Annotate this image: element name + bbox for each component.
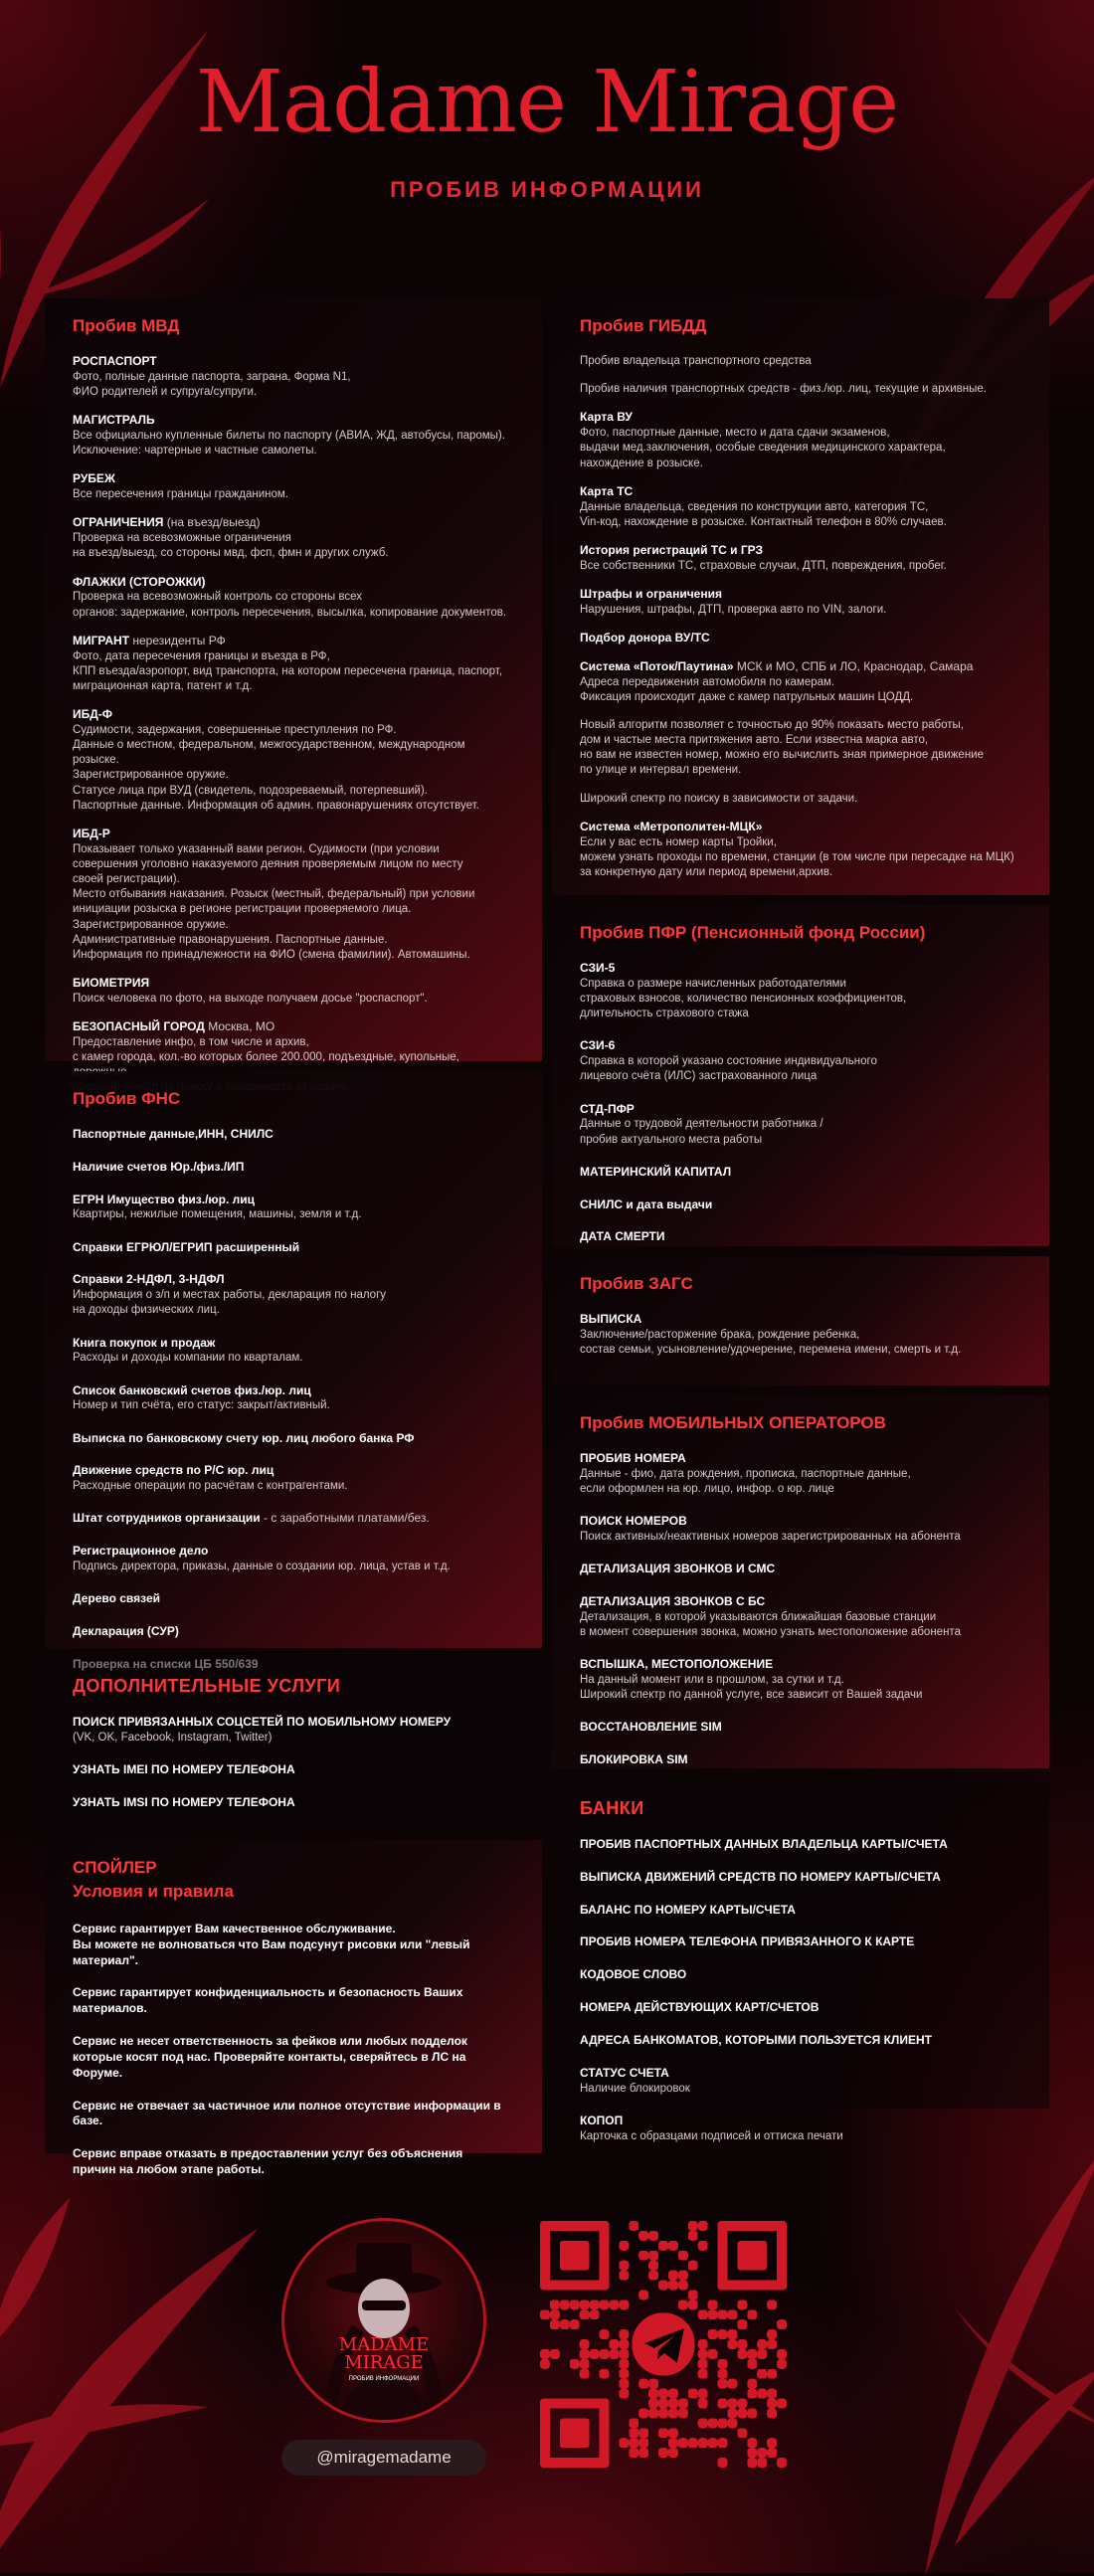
item-description: Предоставление инфо, в том числе и архив, с камер города, кол.-во которых более 200.000, подъездные, купольные,	[73, 1035, 459, 1064]
item-heading	[580, 1562, 1021, 1577]
item-description: Расходы и доходы компании по кварталам.	[73, 1352, 303, 1365]
mobile-list	[580, 1451, 1021, 1768]
list-item	[580, 354, 1021, 369]
item-description: Проверка на всевозможный контроль со стороны всех органов: задержание, контроль пересечения, высылка, копирование документов.	[73, 591, 507, 619]
item-description: Карточка с образцами подписей и оттиска печати	[580, 2129, 843, 2142]
item-heading	[73, 827, 514, 842]
item-heading-text: СТД-ПФР	[580, 1101, 635, 1116]
item-heading	[580, 2033, 1021, 2049]
item-heading-text: УЗНАТЬ IMSI ПО НОМЕРУ ТЕЛЕФОНА	[73, 1794, 295, 1809]
item-heading-text: КОПОП	[580, 2113, 624, 2127]
list-item	[580, 1229, 1021, 1245]
list-item	[580, 961, 1021, 1021]
list-item	[580, 659, 1021, 705]
item-heading-text: СНИЛС и дата выдачи	[580, 1196, 713, 1211]
list-item	[73, 1272, 514, 1318]
list-item	[580, 718, 1021, 779]
item-heading-text: Система «Поток/Паутина»	[580, 658, 734, 673]
list-item	[580, 1451, 1021, 1497]
item-heading	[73, 2146, 514, 2178]
header	[0, 53, 1094, 203]
item-heading	[580, 1837, 1021, 1853]
zags-list	[580, 1312, 1021, 1358]
brand-title: Madame Mirage	[195, 53, 899, 152]
list-item	[580, 1197, 1021, 1213]
banks-list	[580, 1837, 1021, 2144]
extra-list	[73, 1715, 514, 1811]
telegram-icon	[632, 2312, 694, 2375]
item-heading	[73, 1019, 514, 1035]
item-description: (VK, OK, Facebook, Instagram, Twitter)	[73, 1731, 273, 1744]
item-heading-text: Выписка по банковскому счету юр. лиц любого банка РФ	[73, 1430, 415, 1445]
list-item	[73, 827, 514, 963]
panel-extra-services	[45, 1658, 542, 1827]
item-heading-text: Система «Метрополитен-МЦК»	[580, 819, 763, 833]
list-item	[580, 1967, 1021, 1983]
item-heading	[73, 976, 514, 992]
item-heading-text: ПОИСК НОМЕРОВ	[580, 1514, 687, 1529]
fns-list	[73, 1127, 514, 1673]
item-heading	[580, 484, 1021, 500]
item-heading	[73, 1985, 514, 2017]
panel-title: Пробив ПФР (Пенсионный фонд России)	[580, 923, 926, 942]
item-heading	[73, 1591, 514, 1607]
list-item	[73, 1463, 514, 1494]
item-heading	[580, 820, 1021, 835]
list-item	[73, 707, 514, 814]
item-description: Информация о з/п и местах работы, декларация по налогу на доходы физических лиц.	[73, 1289, 387, 1317]
list-item	[580, 1837, 1021, 1853]
item-heading-text: ИБД-Р	[73, 826, 110, 840]
panel-subtitle: Условия и правила	[73, 1882, 234, 1901]
item-heading-text: ДАТА СМЕРТИ	[580, 1229, 665, 1244]
item-heading-text: Подбор донора ВУ/ТС	[580, 630, 710, 644]
item-heading-text: НОМЕРА ДЕЙСТВУЮЩИХ КАРТ/СЧЕТОВ	[580, 2000, 820, 2015]
item-heading	[73, 575, 514, 591]
panel-title: ДОПОЛНИТЕЛЬНЫЕ УСЛУГИ	[73, 1676, 341, 1696]
item-heading-text: ПОИСК ПРИВЯЗАННЫХ СОЦСЕТЕЙ ПО МОБИЛЬНОМУ НОМЕРУ	[73, 1715, 452, 1729]
list-item	[73, 1431, 514, 1447]
list-item	[73, 1591, 514, 1607]
item-heading	[73, 413, 514, 429]
item-heading	[73, 1240, 514, 1256]
panel-title: БАНКИ	[580, 1798, 644, 1818]
item-heading	[580, 961, 1021, 977]
list-item	[580, 382, 1021, 397]
list-item	[580, 587, 1021, 618]
item-heading-note: - с заработными платами/без.	[260, 1511, 430, 1526]
item-heading	[73, 1795, 514, 1811]
item-heading-text: ВЫПИСКА ДВИЖЕНИЙ СРЕДСТВ ПО НОМЕРУ КАРТЫ/СЧЕТА	[580, 1869, 941, 1884]
list-item	[580, 1594, 1021, 1640]
item-description: Пробив наличия транспортных средств - физ./юр. лиц, текущие и архивные.	[580, 383, 987, 396]
panel-gibdd	[552, 298, 1049, 895]
item-description: Пробив владельца транспортного средства	[580, 355, 812, 367]
item-heading-note: МСК и МО, СПБ и ЛО, Краснодар, Самара	[733, 658, 974, 673]
mvd-list	[73, 354, 514, 1096]
list-item	[580, 1657, 1021, 1703]
list-item	[580, 820, 1021, 880]
item-heading-text: АДРЕСА БАНКОМАТОВ, КОТОРЫМИ ПОЛЬЗУЕТСЯ КЛИЕНТ	[580, 2032, 932, 2047]
leaf-decoration-bottom-left	[0, 2188, 269, 2576]
item-description: Широкий спектр по поиску в зависимости от задачи.	[580, 792, 858, 805]
item-description: Расходные операции по расчётам с контрагентами.	[73, 1480, 348, 1493]
item-heading-text: Сервис не отвечает за частичное или полное отсутствие информации в базе.	[73, 2098, 501, 2128]
item-heading-text: Карта ТС	[580, 483, 634, 498]
item-heading-text: Сервис гарантирует Вам качественное обслуживание. Вы можете не волноваться что Вам подсунут рисовки или "левый материал".	[73, 1922, 470, 1967]
item-description: Данные владельца, сведения по конструкции авто, категория ТС, Vin-код, нахождение в розыске. Контактный телефон в 80% случаев.	[580, 500, 947, 528]
panel-title: Пробив ГИБДД	[580, 316, 707, 335]
panel-title: Пробив ФНС	[73, 1089, 181, 1108]
item-heading-text: Сервис не несет ответственность за фейков или любых подделок которые косят под нас. Проверяйте контакты, сверяйтесь в ЛС на Форуме.	[73, 2034, 467, 2080]
item-heading-text: ПРОБИВ НОМЕРА	[580, 1451, 686, 1465]
item-heading-text: Штат сотрудников организации	[73, 1511, 261, 1526]
item-description: Нарушения, штрафы, ДТП, проверка авто по VIN, залоги.	[580, 603, 887, 616]
list-item	[73, 1762, 514, 1778]
item-description: Номер и тип счёта, его статус: закрыт/активный.	[73, 1399, 330, 1412]
avatar-brand-line1: MADAME	[338, 2334, 430, 2355]
item-heading	[73, 1383, 514, 1399]
item-heading-text: ВОССТАНОВЛЕНИЕ SIM	[580, 1720, 722, 1735]
list-item	[73, 1240, 514, 1256]
item-heading	[580, 1720, 1021, 1736]
list-item	[73, 471, 514, 502]
item-heading-text: Карта ВУ	[580, 410, 633, 425]
panel-title: Пробив МОБИЛЬНЫХ ОПЕРАТОРОВ	[580, 1413, 886, 1432]
avatar-tagline: ПРОБИВ ИНФОРМАЦИИ	[348, 2376, 420, 2382]
item-heading	[73, 1160, 514, 1176]
item-heading	[73, 634, 514, 649]
item-heading	[580, 2066, 1021, 2082]
item-heading	[580, 659, 1021, 675]
panel-pfr	[552, 905, 1049, 1246]
avatar	[281, 2218, 486, 2423]
item-description: Подпись директора, приказы, данные о создании юр. лица, устав и т.д.	[73, 1561, 451, 1573]
item-heading	[580, 1165, 1021, 1181]
list-item	[73, 2034, 514, 2081]
item-description: Фото, дата пересечения границы и въезда в РФ, КПП въезда/аэропорт, вид транспорта, на котором пересечена граница, паспорт, миграционная карта, патент и т.д.	[73, 649, 502, 692]
item-heading	[580, 2114, 1021, 2129]
list-item	[580, 1562, 1021, 1577]
item-heading	[580, 1197, 1021, 1213]
item-heading	[73, 1127, 514, 1143]
item-heading	[580, 1102, 1021, 1118]
item-heading-text: БЛОКИРОВКА SIM	[580, 1752, 688, 1767]
list-item	[73, 1544, 514, 1574]
item-heading	[73, 707, 514, 723]
item-heading	[580, 543, 1021, 559]
item-description: Наличие блокировок	[580, 2082, 690, 2095]
list-item	[73, 354, 514, 400]
item-heading	[73, 2034, 514, 2081]
item-heading-text: КОДОВОЕ СЛОВО	[580, 1967, 687, 1982]
avatar-brand-line2: MIRAGE	[344, 2352, 424, 2373]
list-item	[73, 1336, 514, 1367]
item-heading-text: ОГРАНИЧЕНИЯ	[73, 515, 164, 530]
item-heading-text: Дерево связей	[73, 1591, 161, 1606]
panel-fns	[45, 1071, 542, 1648]
item-description: Данные - фио, дата рождения, прописка, паспортные данные, если оформлен на юр. лицо, инфор. о юр. лице	[580, 1467, 911, 1495]
item-heading-text: Наличие счетов Юр./физ./ИП	[73, 1159, 245, 1174]
brand-subtitle: ПРОБИВ ИНФОРМАЦИИ	[390, 177, 704, 202]
item-heading-text: БИОМЕТРИЯ	[73, 976, 150, 991]
list-item	[73, 1127, 514, 1143]
item-heading-text: ДЕТАЛИЗАЦИЯ ЗВОНКОВ И СМС	[580, 1562, 776, 1576]
item-heading-text: СТАТУС СЧЕТА	[580, 2065, 669, 2080]
item-heading	[73, 1511, 514, 1527]
list-item	[580, 1102, 1021, 1148]
item-heading-text: РУБЕЖ	[73, 471, 115, 486]
list-item	[73, 2146, 514, 2178]
item-heading-text: ПРОБИВ ПАСПОРТНЫХ ДАННЫХ ВЛАДЕЛЬЦА КАРТЫ/СЧЕТА	[580, 1837, 948, 1851]
item-heading	[580, 1752, 1021, 1768]
list-item	[580, 1720, 1021, 1736]
item-heading	[73, 1624, 514, 1640]
list-item	[73, 1795, 514, 1811]
item-description: Судимости, задержания, совершенные преступления по РФ. Данные о местном, федеральном, межгосударственном, международном розыске. Зарегистрированное оружие. Статусе лица при ВУД (свидетель, подозреваемый, потерпевший). Паспортные данные. Информация об админ. правонарушениях отсутствует.	[73, 723, 479, 812]
list-item	[580, 2000, 1021, 2016]
item-heading	[73, 1272, 514, 1288]
item-description: Проверка на всевозможные ограничения на въезд/выезд, со стороны мвд, фсп, фмн и других служб.	[73, 532, 389, 560]
list-item	[73, 575, 514, 621]
item-heading	[73, 1463, 514, 1479]
item-heading	[73, 1193, 514, 1208]
item-description: Показывает только указанный вами регион. Судимости (при условии совершения уголовно наказуемого деяния проверяемым лицом по месту своей регистрации). Место отбывания наказания. Розыск (местный, федеральный) при условии инициации розыска в регионе регистрации проверяемого лица. Зарегистрированное оружие. Административные правонарушения. Паспортные данные. Информация по принадлежности на ФИО (смена фамилии). Автомашины.	[73, 842, 475, 961]
item-heading-text: МИГРАНТ	[73, 633, 130, 647]
item-heading	[73, 1431, 514, 1447]
item-description: Адреса передвижения автомобиля по камерам. Фиксация происходит даже с камер патрульных машин ЦОДД.	[580, 675, 914, 703]
item-heading	[580, 1934, 1021, 1950]
item-description: Справка о размере начисленных работодателями страховых взносов, количество пенсионных коэффициентов, длительность страхового стажа	[580, 977, 907, 1020]
item-heading	[73, 1336, 514, 1352]
item-heading	[73, 1922, 514, 1968]
list-item	[73, 1922, 514, 1968]
item-heading	[580, 587, 1021, 603]
item-description: Данные о трудовой деятельности работника / пробив актуального места работы	[580, 1118, 823, 1146]
item-description: Поиск активных/неактивных номеров зарегистрированных на абонента	[580, 1531, 961, 1543]
list-item	[580, 543, 1021, 574]
list-item	[580, 1903, 1021, 1919]
list-item	[73, 1624, 514, 1640]
item-heading-text: ФЛАЖКИ (СТОРОЖКИ)	[73, 574, 206, 589]
item-heading	[580, 1451, 1021, 1467]
item-heading	[73, 515, 514, 531]
item-heading	[580, 1229, 1021, 1245]
list-item	[73, 634, 514, 694]
list-item	[580, 792, 1021, 807]
list-item	[73, 413, 514, 459]
list-item	[580, 1514, 1021, 1545]
item-heading-text: ВЫПИСКА	[580, 1312, 642, 1326]
item-description: Поиск человека по фото, на выходе получаем досье "роспаспорт".	[73, 992, 428, 1005]
item-heading	[73, 1715, 514, 1731]
item-heading-text: ДЕТАЛИЗАЦИЯ ЗВОНКОВ С БС	[580, 1594, 766, 1608]
list-item	[580, 1870, 1021, 1886]
item-heading-text: ВСПЫШКА, МЕСТОПОЛОЖЕНИЕ	[580, 1657, 774, 1672]
item-description: На данный момент или в прошлом, за сутки и т.д. Широкий спектр по данной услуге, все зависит от Вашей задачи	[580, 1674, 923, 1702]
item-heading	[580, 2000, 1021, 2016]
list-item	[580, 484, 1021, 530]
list-item	[580, 2114, 1021, 2144]
item-heading	[580, 1967, 1021, 1983]
item-heading-text: Сервис гарантирует конфиденциальность и безопасность Ваших материалов.	[73, 1985, 463, 2016]
item-heading-note: нерезиденты РФ	[129, 633, 226, 647]
list-item	[580, 410, 1021, 470]
list-item	[580, 1752, 1021, 1768]
qr-code[interactable]	[540, 2221, 787, 2468]
panel-zags	[552, 1256, 1049, 1385]
list-item	[580, 2066, 1021, 2097]
item-heading	[580, 631, 1021, 646]
item-heading-text: СЗИ-5	[580, 961, 616, 975]
item-heading	[73, 1762, 514, 1778]
item-description: Заключение/расторжение брака, рождение ребенка, состав семьи, усыновление/удочерение, перемена имени, смерть и т.д.	[580, 1328, 962, 1356]
spoiler-list	[73, 1922, 514, 2178]
item-heading-note: (на въезд/выезд)	[163, 515, 261, 530]
list-item	[580, 1312, 1021, 1358]
item-description: Все собственники ТС, страховые случаи, ДТП, повреждения, пробег.	[580, 559, 947, 572]
telegram-handle[interactable]: @miragemadame	[281, 2440, 486, 2476]
item-description: Фото, паспортные данные, место и дата сдачи экзаменов, выдачи мед.заключения, особые сведения медицинского характера, нахождение в розыске.	[580, 427, 946, 469]
item-heading-text: МАТЕРИНСКИЙ КАПИТАЛ	[580, 1164, 732, 1179]
item-heading	[73, 1544, 514, 1560]
list-item	[580, 631, 1021, 646]
item-heading-text: БАЛАНС ПО НОМЕРУ КАРТЫ/СЧЕТА	[580, 1902, 796, 1917]
item-heading-text: Декларация (СУР)	[73, 1624, 179, 1639]
panel-mvd	[45, 298, 542, 1064]
item-description: Справка в которой указано состояние индивидуального лицевого счёта (ИЛС) застрахованного лица	[580, 1055, 877, 1083]
item-heading	[580, 1514, 1021, 1530]
pfr-list	[580, 961, 1021, 1245]
item-heading-text: СЗИ-6	[580, 1038, 616, 1053]
panel-spoiler	[45, 1840, 542, 2177]
item-heading-text: УЗНАТЬ IMEI ПО НОМЕРУ ТЕЛЕФОНА	[73, 1762, 295, 1776]
list-item	[73, 1511, 514, 1527]
item-description: Фото, полные данные паспорта, загранa, Форма N1, ФИО родителей и супруга/супруги.	[73, 370, 351, 398]
list-item	[580, 2033, 1021, 2049]
item-heading-text: Регистрационное дело	[73, 1544, 209, 1559]
list-item	[73, 1193, 514, 1223]
leaf-decoration-bottom-right	[835, 2109, 1094, 2576]
item-description: Если у вас есть номер карты Тройки, можем узнать проходы по времени, станции (в том числе при пересадке на МЦК) за конкретную дату или период времени,архив.	[580, 835, 1014, 878]
list-item	[73, 1985, 514, 2017]
item-description: Детализация, в которой указываются ближайшая базовые станции в момент совершения звонка, можно узнать местоположение абонента	[580, 1610, 961, 1638]
list-item	[580, 1038, 1021, 1084]
item-description: Квартиры, нежилые помещения, машины, земля и т.д.	[73, 1208, 362, 1221]
panel-mobile	[552, 1395, 1049, 1768]
item-heading-text: ЕГРН Имущество физ./юр. лиц	[73, 1192, 256, 1206]
item-heading-text: Сервис вправе отказать в предоставлении услуг без объяснения причин на любом этапе работы.	[73, 2146, 463, 2177]
item-heading-note: Москва, МО	[204, 1019, 275, 1034]
item-heading-text: МАГИСТРАЛЬ	[73, 413, 155, 428]
item-heading-text: Справки ЕГРЮЛ/ЕГРИП расширенный	[73, 1239, 300, 1254]
list-item	[73, 515, 514, 561]
item-heading	[580, 1038, 1021, 1054]
item-heading	[580, 1870, 1021, 1886]
avatar-illustration	[284, 2221, 483, 2420]
item-heading-text: БЕЗОПАСНЫЙ ГОРОД	[73, 1019, 205, 1034]
item-heading	[73, 354, 514, 370]
list-item	[73, 1160, 514, 1176]
list-item	[73, 976, 514, 1007]
item-heading	[580, 1594, 1021, 1610]
item-heading	[580, 410, 1021, 426]
item-heading-text: Книга покупок и продаж	[73, 1335, 216, 1350]
item-heading-text: Список банковский счетов физ./юр. лиц	[73, 1382, 311, 1397]
item-heading-text: РОСПАСПОРТ	[73, 354, 157, 368]
item-heading-text: ИБД-Ф	[73, 707, 113, 722]
item-heading-text: ПРОБИВ НОМЕРА ТЕЛЕФОНА ПРИВЯЗАННОГО К КАРТЕ	[580, 1934, 915, 1949]
item-description: Все официально купленные билеты по паспорту (АВИА, ЖД, автобусы, паромы). Исключение: чартерные и частные самолеты.	[73, 430, 505, 458]
item-description: Все пересечения границы гражданином.	[73, 488, 288, 501]
item-heading	[73, 2099, 514, 2130]
item-heading-text: Движение средств по Р/С юр. лиц	[73, 1463, 274, 1478]
list-item	[73, 1383, 514, 1414]
item-heading	[580, 1657, 1021, 1673]
item-heading-text: Справки 2-НДФЛ, 3-НДФЛ	[73, 1272, 225, 1287]
item-heading	[73, 471, 514, 487]
item-description: Новый алгоритм позволяет с точностью до 90% показать место работы, дом и частые места притяжения авто. Если известна марка авто, но вам не известен номер, можно его вычислить зная примерное движение по улице и интервал времени.	[580, 718, 984, 777]
list-item	[580, 1165, 1021, 1181]
item-heading-text: История регистраций ТС и ГРЗ	[580, 542, 763, 557]
item-heading	[580, 1903, 1021, 1919]
item-heading-text: Штрафы и ограничения	[580, 586, 722, 601]
gibdd-list	[580, 354, 1021, 880]
panel-title: СПОЙЛЕР	[73, 1858, 157, 1877]
panel-title: Пробив МВД	[73, 316, 180, 335]
item-heading-text: Паспортные данные,ИНН, СНИЛС	[73, 1127, 274, 1141]
panel-title: Пробив ЗАГС	[580, 1274, 693, 1293]
list-item	[73, 2099, 514, 2130]
item-heading	[580, 1312, 1021, 1328]
panel-banks	[552, 1780, 1049, 2142]
list-item	[580, 1934, 1021, 1950]
list-item	[73, 1715, 514, 1746]
